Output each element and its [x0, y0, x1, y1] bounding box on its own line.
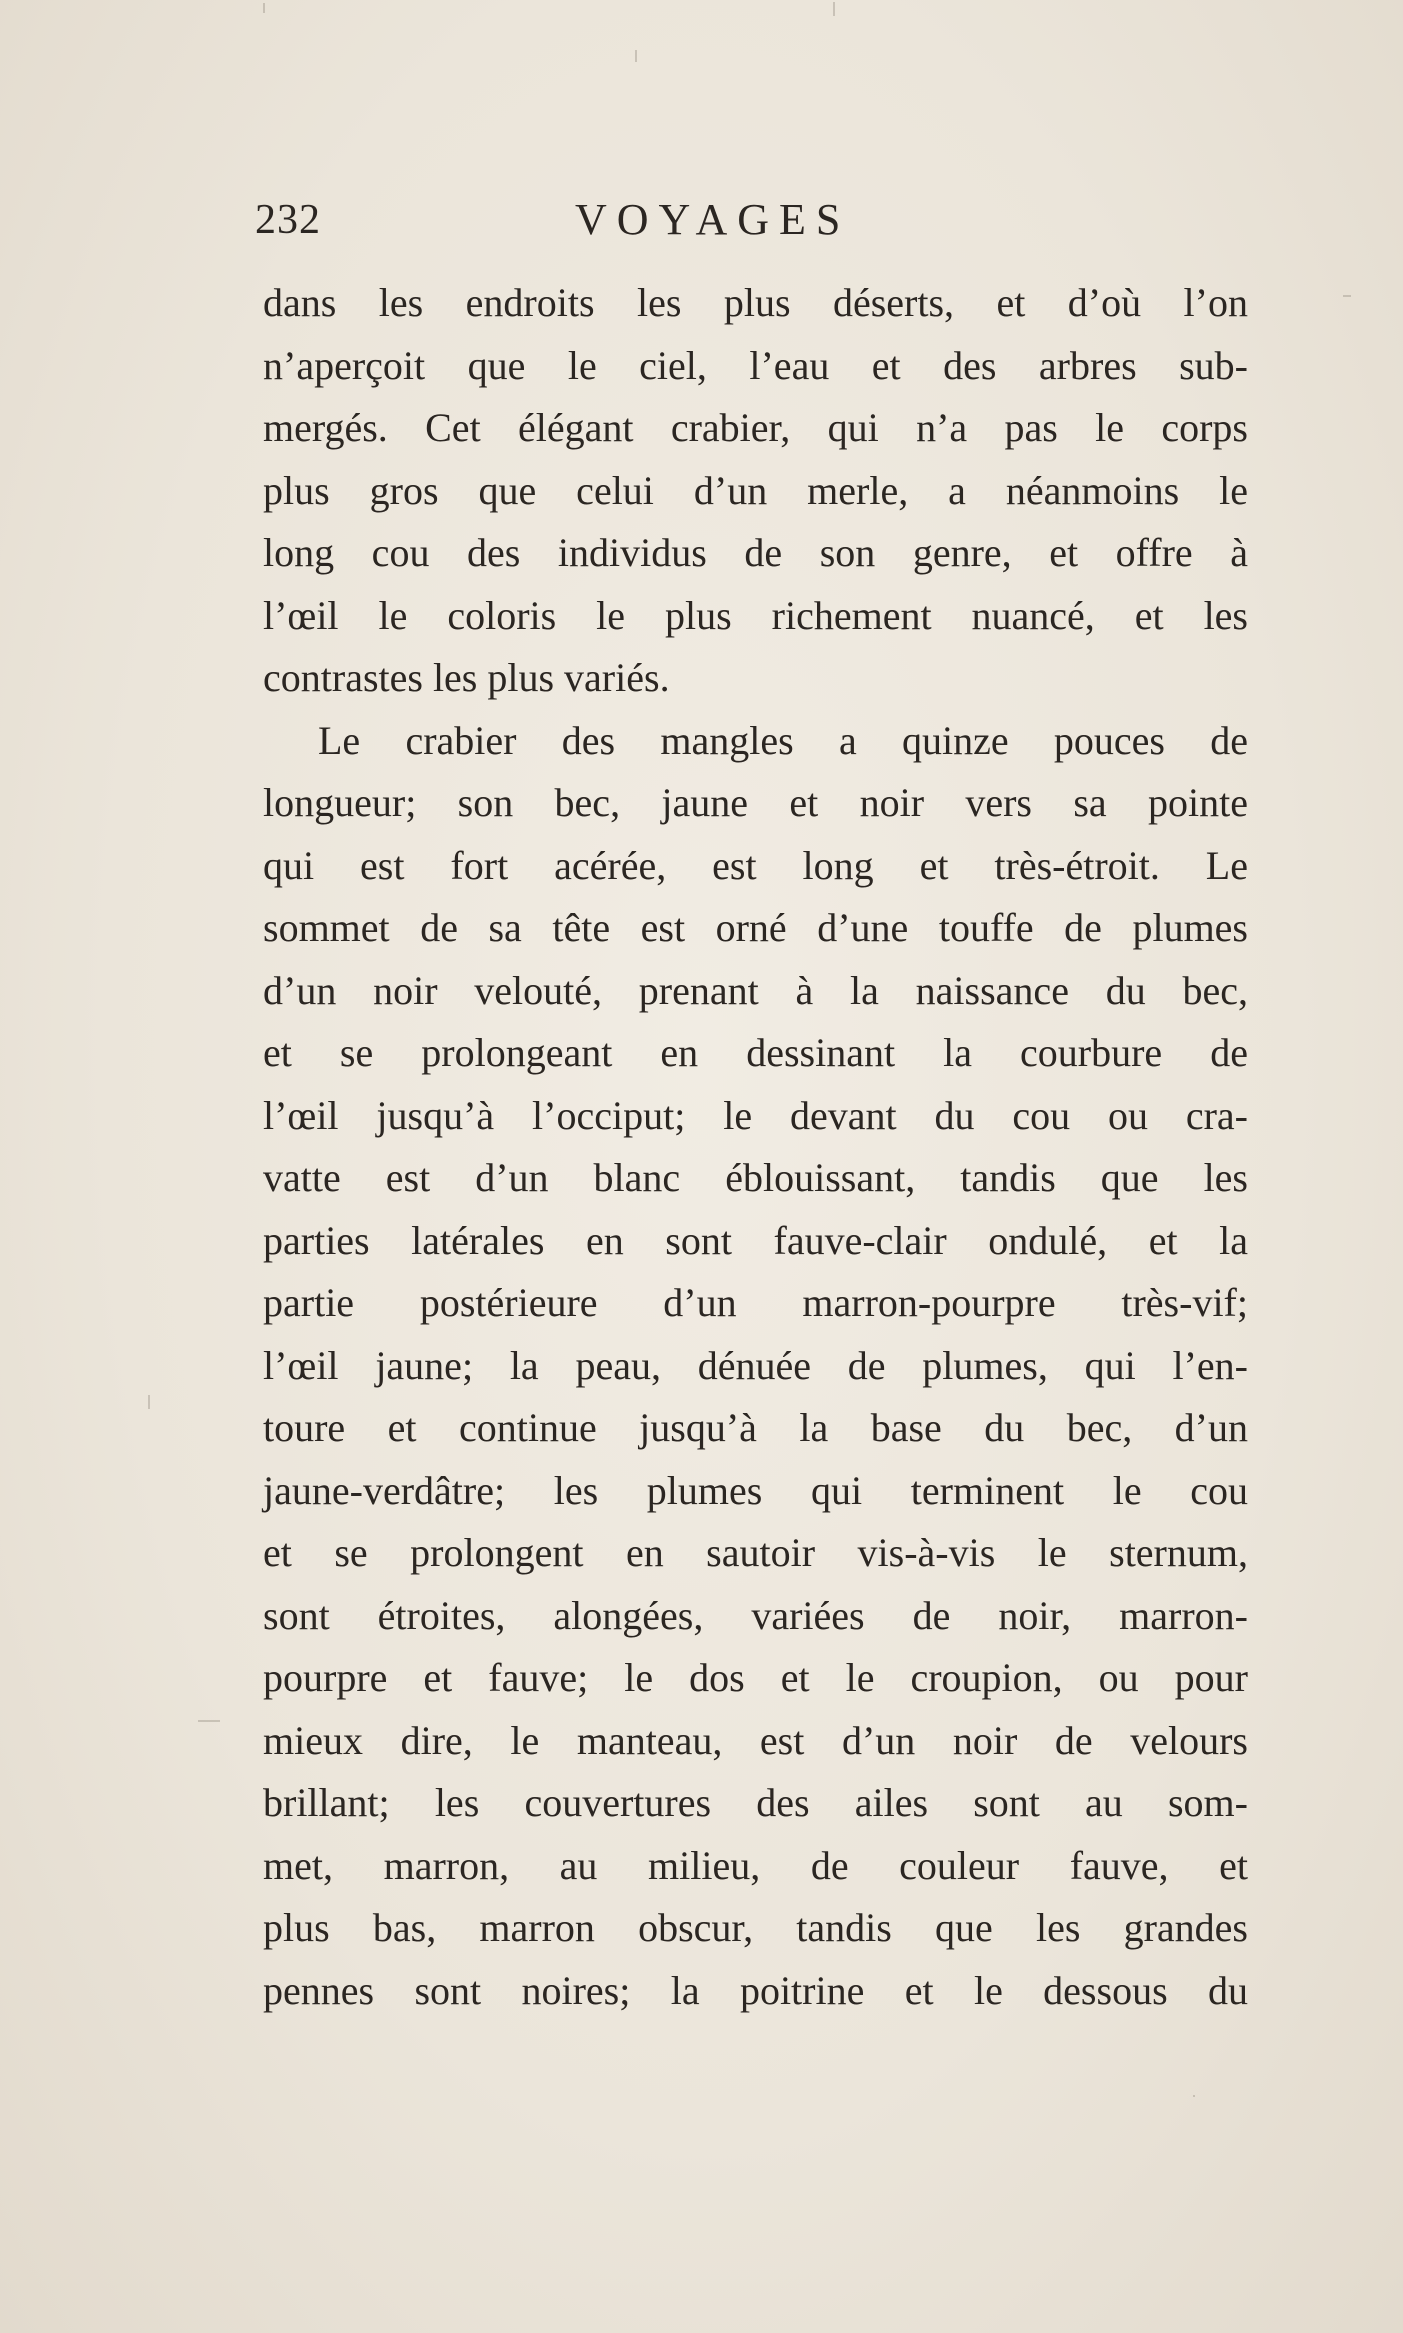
text-line: mieux dire, le manteau, est d’un noir de velours: [263, 1717, 1248, 1763]
text-line: longueur; son bec, jaune et noir vers sa pointe: [263, 780, 1248, 825]
text-line: sommet de sa tête est orné d’une touffe de plumes: [263, 905, 1248, 950]
text-line: parties latérales en sont fauve-clair ondulé, et la: [263, 1217, 1248, 1263]
text-line: et se prolongeant en dessinant la courbure de: [263, 1030, 1248, 1075]
text-line: Le crabier des mangles a quinze pouces de: [318, 717, 1248, 763]
text-line: l’œil jaune; la peau, dénuée de plumes, qui l’en-: [263, 1342, 1248, 1388]
text-line: dans les endroits les plus déserts, et d’où l’on: [263, 280, 1248, 325]
text-line: brillant; les couvertures des ailes sont au som-: [263, 1780, 1248, 1825]
body-text: [263, 272, 1248, 2022]
text-line: sont étroites, alongées, variées de noir, marron-: [263, 1592, 1248, 1638]
text-line: et se prolongent en sautoir vis-à-vis le sternum,: [263, 1530, 1248, 1575]
text-line: l’œil jusqu’à l’occiput; le devant du cou ou cra-: [263, 1092, 1248, 1138]
text-line: n’aperçoit que le ciel, l’eau et des arbres sub-: [263, 342, 1248, 388]
text-line: plus gros que celui d’un merle, a néanmoins le: [263, 467, 1248, 513]
text-line: plus bas, marron obscur, tandis que les grandes: [263, 1905, 1248, 1950]
page-number: 232: [255, 197, 321, 243]
running-head: VOYAGES: [575, 195, 851, 244]
text-line: vatte est d’un blanc éblouissant, tandis que les: [263, 1155, 1248, 1200]
text-line: partie postérieure d’un marron-pourpre très-vif;: [263, 1280, 1248, 1325]
text-line: pourpre et fauve; le dos et le croupion, ou pour: [263, 1655, 1248, 1700]
text-line: long cou des individus de son genre, et offre à: [263, 530, 1248, 575]
text-line: met, marron, au milieu, de couleur fauve, et: [263, 1842, 1248, 1888]
text-line: mergés. Cet élégant crabier, qui n’a pas le corps: [263, 405, 1248, 450]
text-line: pennes sont noires; la poitrine et le dessous du: [263, 1967, 1248, 2013]
text-line: d’un noir velouté, prenant à la naissance du bec,: [263, 967, 1248, 1013]
text-line: toure et continue jusqu’à la base du bec, d’un: [263, 1405, 1248, 1450]
page-header: [255, 188, 1245, 258]
text-line: qui est fort acérée, est long et très-étroit. Le: [263, 842, 1248, 888]
text-line: jaune-verdâtre; les plumes qui terminent le cou: [263, 1467, 1248, 1513]
text-line: contrastes les plus variés.: [263, 655, 670, 700]
text-line: l’œil le coloris le plus richement nuancé, et les: [263, 592, 1248, 638]
